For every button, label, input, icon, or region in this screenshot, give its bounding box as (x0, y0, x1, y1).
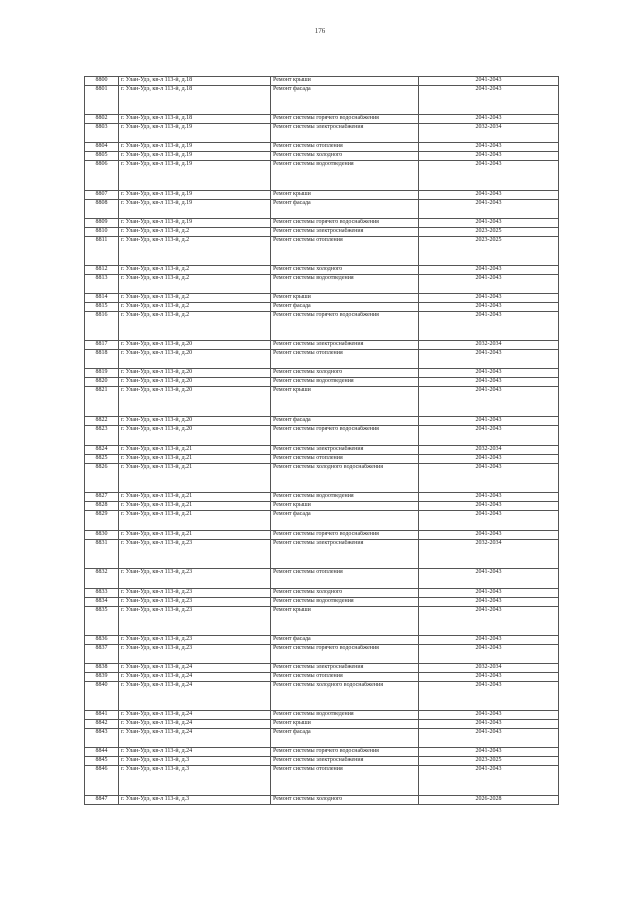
table-row (85, 417, 559, 426)
row-address: г. Улан-Удэ, кв-л 113-й, д.21 (119, 446, 271, 455)
row-address: г. Улан-Удэ, кв-л 113-й, д.24 (119, 711, 271, 720)
row-address: г. Улан-Удэ, кв-л 113-й, д.2 (119, 312, 271, 341)
table-row (85, 589, 559, 598)
row-work: Ремонт системы горячего водоснабжения (271, 219, 419, 228)
row-address: г. Улан-Удэ, кв-л 113-й, д.2 (119, 294, 271, 303)
table-row (85, 341, 559, 350)
row-period: 2041-2043 (419, 766, 559, 796)
row-work: Ремонт системы электроснабжения (271, 540, 419, 569)
row-work: Ремонт системы холодного водоснабжения (271, 682, 419, 711)
row-number: 8825 (85, 455, 119, 464)
row-work: Ремонт системы отопления (271, 569, 419, 589)
row-address: г. Улан-Удэ, кв-л 113-й, д.21 (119, 464, 271, 493)
row-number: 8813 (85, 275, 119, 294)
table-row (85, 796, 559, 805)
row-period: 2041-2043 (419, 191, 559, 200)
row-number: 8843 (85, 729, 119, 748)
row-number: 8824 (85, 446, 119, 455)
row-address: г. Улан-Удэ, кв-л 113-й, д.3 (119, 796, 271, 805)
row-period: 2032-2034 (419, 446, 559, 455)
row-address: г. Улан-Удэ, кв-л 113-й, д.19 (119, 161, 271, 191)
row-address: г. Улан-Удэ, кв-л 113-й, д.19 (119, 124, 271, 143)
row-number: 8828 (85, 502, 119, 511)
row-work: Ремонт фасада (271, 511, 419, 531)
row-number: 8840 (85, 682, 119, 711)
row-work: Ремонт системы водоотведения (271, 378, 419, 387)
row-address: г. Улан-Удэ, кв-л 113-й, д.23 (119, 569, 271, 589)
row-address: г. Улан-Удэ, кв-л 113-й, д.21 (119, 531, 271, 540)
row-address: г. Улан-Удэ, кв-л 113-й, д.23 (119, 607, 271, 636)
row-address: г. Улан-Удэ, кв-л 113-й, д.2 (119, 237, 271, 266)
row-number: 8841 (85, 711, 119, 720)
row-work: Ремонт крыши (271, 191, 419, 200)
table-row (85, 757, 559, 766)
row-number: 8832 (85, 569, 119, 589)
row-number: 8827 (85, 493, 119, 502)
row-address: г. Улан-Удэ, кв-л 113-й, д.21 (119, 511, 271, 531)
row-period: 2023-2025 (419, 228, 559, 237)
row-period: 2041-2043 (419, 711, 559, 720)
row-address: г. Улан-Удэ, кв-л 113-й, д.20 (119, 387, 271, 417)
row-period: 2041-2043 (419, 312, 559, 341)
row-work: Ремонт системы водоотведения (271, 493, 419, 502)
row-period: 2041-2043 (419, 219, 559, 228)
row-address: г. Улан-Удэ, кв-л 113-й, д.21 (119, 502, 271, 511)
table-row (85, 378, 559, 387)
table-row (85, 152, 559, 161)
table-row (85, 720, 559, 729)
row-work: Ремонт системы горячего водоснабжения (271, 115, 419, 124)
row-period: 2041-2043 (419, 511, 559, 531)
row-period: 2023-2025 (419, 757, 559, 766)
row-address: г. Улан-Удэ, кв-л 113-й, д.20 (119, 417, 271, 426)
table-row (85, 219, 559, 228)
row-period: 2041-2043 (419, 115, 559, 124)
table-row (85, 266, 559, 275)
table-row (85, 636, 559, 645)
row-address: г. Улан-Удэ, кв-л 113-й, д.3 (119, 766, 271, 796)
row-period: 2041-2043 (419, 143, 559, 152)
row-work: Ремонт системы горячего водоснабжения (271, 645, 419, 664)
table-row (85, 77, 559, 86)
table-row (85, 511, 559, 531)
row-work: Ремонт системы водоотведения (271, 275, 419, 294)
row-number: 8837 (85, 645, 119, 664)
row-address: г. Улан-Удэ, кв-л 113-й, д.2 (119, 303, 271, 312)
row-period: 2041-2043 (419, 294, 559, 303)
row-address: г. Улан-Удэ, кв-л 113-й, д.23 (119, 589, 271, 598)
row-number: 8822 (85, 417, 119, 426)
row-period: 2041-2043 (419, 729, 559, 748)
table-row (85, 228, 559, 237)
row-work: Ремонт системы холодного (271, 369, 419, 378)
row-work: Ремонт системы электроснабжения (271, 228, 419, 237)
row-address: г. Улан-Удэ, кв-л 113-й, д.2 (119, 228, 271, 237)
table-row (85, 312, 559, 341)
row-work: Ремонт системы электроснабжения (271, 757, 419, 766)
row-work: Ремонт системы горячего водоснабжения (271, 426, 419, 446)
page-number: 176 (314, 27, 326, 35)
row-work: Ремонт крыши (271, 502, 419, 511)
table-row (85, 682, 559, 711)
row-work: Ремонт системы электроснабжения (271, 664, 419, 673)
row-work: Ремонт системы отопления (271, 350, 419, 369)
row-work: Ремонт системы отопления (271, 455, 419, 464)
table-row (85, 598, 559, 607)
row-number: 8830 (85, 531, 119, 540)
row-address: г. Улан-Удэ, кв-л 113-й, д.19 (119, 219, 271, 228)
row-number: 8800 (85, 77, 119, 86)
table-row (85, 143, 559, 152)
row-work: Ремонт системы отопления (271, 143, 419, 152)
row-number: 8826 (85, 464, 119, 493)
row-work: Ремонт системы отопления (271, 237, 419, 266)
row-work: Ремонт крыши (271, 387, 419, 417)
row-number: 8818 (85, 350, 119, 369)
row-period: 2041-2043 (419, 200, 559, 219)
row-address: г. Улан-Удэ, кв-л 113-й, д.24 (119, 720, 271, 729)
row-number: 8817 (85, 341, 119, 350)
row-period: 2041-2043 (419, 369, 559, 378)
row-address: г. Улан-Удэ, кв-л 113-й, д.18 (119, 77, 271, 86)
row-period: 2032-2034 (419, 540, 559, 569)
row-number: 8846 (85, 766, 119, 796)
row-number: 8815 (85, 303, 119, 312)
row-work: Ремонт системы отопления (271, 766, 419, 796)
row-number: 8812 (85, 266, 119, 275)
row-work: Ремонт крыши (271, 720, 419, 729)
row-address: г. Улан-Удэ, кв-л 113-й, д.23 (119, 645, 271, 664)
row-work: Ремонт системы холодного (271, 589, 419, 598)
row-number: 8805 (85, 152, 119, 161)
row-address: г. Улан-Удэ, кв-л 113-й, д.24 (119, 673, 271, 682)
row-period: 2041-2043 (419, 350, 559, 369)
row-number: 8839 (85, 673, 119, 682)
row-address: г. Улан-Удэ, кв-л 113-й, д.18 (119, 115, 271, 124)
row-number: 8838 (85, 664, 119, 673)
table-row (85, 540, 559, 569)
row-number: 8819 (85, 369, 119, 378)
row-work: Ремонт фасада (271, 729, 419, 748)
table-row (85, 275, 559, 294)
row-address: г. Улан-Удэ, кв-л 113-й, д.20 (119, 350, 271, 369)
row-number: 8804 (85, 143, 119, 152)
row-number: 8833 (85, 589, 119, 598)
row-number: 8803 (85, 124, 119, 143)
table-row (85, 531, 559, 540)
row-number: 8835 (85, 607, 119, 636)
table-row (85, 711, 559, 720)
row-number: 8802 (85, 115, 119, 124)
row-period: 2032-2034 (419, 664, 559, 673)
table-row (85, 124, 559, 143)
row-address: г. Улан-Удэ, кв-л 113-й, д.23 (119, 598, 271, 607)
row-work: Ремонт системы холодного (271, 796, 419, 805)
table-row (85, 455, 559, 464)
table-row (85, 200, 559, 219)
row-period: 2041-2043 (419, 607, 559, 636)
table-row (85, 303, 559, 312)
row-period: 2041-2043 (419, 303, 559, 312)
row-work: Ремонт системы водоотведения (271, 161, 419, 191)
row-address: г. Улан-Удэ, кв-л 113-й, д.24 (119, 664, 271, 673)
row-number: 8807 (85, 191, 119, 200)
table-row (85, 569, 559, 589)
table-row (85, 237, 559, 266)
row-number: 8810 (85, 228, 119, 237)
row-number: 8844 (85, 748, 119, 757)
row-number: 8834 (85, 598, 119, 607)
row-period: 2041-2043 (419, 502, 559, 511)
row-work: Ремонт системы отопления (271, 673, 419, 682)
row-address: г. Улан-Удэ, кв-л 113-й, д.24 (119, 682, 271, 711)
row-number: 8808 (85, 200, 119, 219)
row-number: 8842 (85, 720, 119, 729)
table-row (85, 748, 559, 757)
table-row (85, 493, 559, 502)
row-period: 2041-2043 (419, 589, 559, 598)
row-work: Ремонт системы электроснабжения (271, 341, 419, 350)
row-address: г. Улан-Удэ, кв-л 113-й, д.19 (119, 191, 271, 200)
row-number: 8829 (85, 511, 119, 531)
row-period: 2041-2043 (419, 455, 559, 464)
row-address: г. Улан-Удэ, кв-л 113-й, д.20 (119, 341, 271, 350)
row-address: г. Улан-Удэ, кв-л 113-й, д.2 (119, 275, 271, 294)
row-address: г. Улан-Удэ, кв-л 113-й, д.19 (119, 200, 271, 219)
row-work: Ремонт фасада (271, 636, 419, 645)
row-period: 2041-2043 (419, 86, 559, 115)
row-number: 8836 (85, 636, 119, 645)
row-address: г. Улан-Удэ, кв-л 113-й, д.19 (119, 143, 271, 152)
row-work: Ремонт фасада (271, 417, 419, 426)
row-period: 2041-2043 (419, 378, 559, 387)
row-work: Ремонт системы электроснабжения (271, 124, 419, 143)
row-period: 2041-2043 (419, 636, 559, 645)
table-row (85, 464, 559, 493)
row-work: Ремонт крыши (271, 294, 419, 303)
row-period: 2041-2043 (419, 673, 559, 682)
row-number: 8806 (85, 161, 119, 191)
table-row (85, 446, 559, 455)
row-period: 2041-2043 (419, 387, 559, 417)
row-address: г. Улан-Удэ, кв-л 113-й, д.21 (119, 455, 271, 464)
row-period: 2041-2043 (419, 426, 559, 446)
row-address: г. Улан-Удэ, кв-л 113-й, д.3 (119, 757, 271, 766)
table-row (85, 294, 559, 303)
row-number: 8820 (85, 378, 119, 387)
row-period: 2041-2043 (419, 275, 559, 294)
row-period: 2041-2043 (419, 598, 559, 607)
row-period: 2032-2034 (419, 124, 559, 143)
row-address: г. Улан-Удэ, кв-л 113-й, д.19 (119, 152, 271, 161)
row-number: 8821 (85, 387, 119, 417)
row-address: г. Улан-Удэ, кв-л 113-й, д.23 (119, 540, 271, 569)
row-work: Ремонт крыши (271, 607, 419, 636)
table-row (85, 664, 559, 673)
row-period: 2041-2043 (419, 569, 559, 589)
row-work: Ремонт системы водоотведения (271, 598, 419, 607)
table-row (85, 387, 559, 417)
row-period: 2041-2043 (419, 464, 559, 493)
row-work: Ремонт системы горячего водоснабжения (271, 748, 419, 757)
table-row (85, 766, 559, 796)
row-address: г. Улан-Удэ, кв-л 113-й, д.20 (119, 426, 271, 446)
row-period: 2026-2028 (419, 796, 559, 805)
row-number: 8811 (85, 237, 119, 266)
row-period: 2041-2043 (419, 152, 559, 161)
row-period: 2041-2043 (419, 682, 559, 711)
row-period: 2023-2025 (419, 237, 559, 266)
row-address: г. Улан-Удэ, кв-л 113-й, д.20 (119, 378, 271, 387)
row-work: Ремонт фасада (271, 86, 419, 115)
row-address: г. Улан-Удэ, кв-л 113-й, д.21 (119, 493, 271, 502)
row-address: г. Улан-Удэ, кв-л 113-й, д.20 (119, 369, 271, 378)
row-work: Ремонт фасада (271, 303, 419, 312)
row-period: 2041-2043 (419, 720, 559, 729)
row-number: 8809 (85, 219, 119, 228)
row-work: Ремонт крыши (271, 77, 419, 86)
table-row (85, 369, 559, 378)
row-address: г. Улан-Удэ, кв-л 113-й, д.24 (119, 748, 271, 757)
table-row (85, 86, 559, 115)
row-address: г. Улан-Удэ, кв-л 113-й, д.23 (119, 636, 271, 645)
row-period: 2041-2043 (419, 531, 559, 540)
row-address: г. Улан-Удэ, кв-л 113-й, д.2 (119, 266, 271, 275)
row-period: 2041-2043 (419, 266, 559, 275)
row-work: Ремонт системы холодного водоснабжения (271, 464, 419, 493)
row-period: 2032-2034 (419, 341, 559, 350)
table-row (85, 607, 559, 636)
table-row (85, 673, 559, 682)
row-period: 2041-2043 (419, 417, 559, 426)
repair-schedule-table (84, 76, 559, 805)
row-work: Ремонт системы электроснабжения (271, 446, 419, 455)
table-row (85, 502, 559, 511)
table-row (85, 426, 559, 446)
row-period: 2041-2043 (419, 77, 559, 86)
row-number: 8823 (85, 426, 119, 446)
row-number: 8847 (85, 796, 119, 805)
table-row (85, 729, 559, 748)
row-work: Ремонт системы водоотведения (271, 711, 419, 720)
row-work: Ремонт системы холодного (271, 266, 419, 275)
row-period: 2041-2043 (419, 645, 559, 664)
row-period: 2041-2043 (419, 493, 559, 502)
table-row (85, 115, 559, 124)
row-number: 8814 (85, 294, 119, 303)
row-work: Ремонт системы горячего водоснабжения (271, 531, 419, 540)
row-work: Ремонт системы горячего водоснабжения (271, 312, 419, 341)
row-number: 8816 (85, 312, 119, 341)
row-work: Ремонт системы холодного (271, 152, 419, 161)
row-period: 2041-2043 (419, 161, 559, 191)
row-address: г. Улан-Удэ, кв-л 113-й, д.24 (119, 729, 271, 748)
row-work: Ремонт фасада (271, 200, 419, 219)
row-number: 8831 (85, 540, 119, 569)
row-period: 2041-2043 (419, 748, 559, 757)
row-address: г. Улан-Удэ, кв-л 113-й, д.18 (119, 86, 271, 115)
row-number: 8801 (85, 86, 119, 115)
row-number: 8845 (85, 757, 119, 766)
table-row (85, 191, 559, 200)
table-row (85, 645, 559, 664)
table-row (85, 161, 559, 191)
table-row (85, 350, 559, 369)
